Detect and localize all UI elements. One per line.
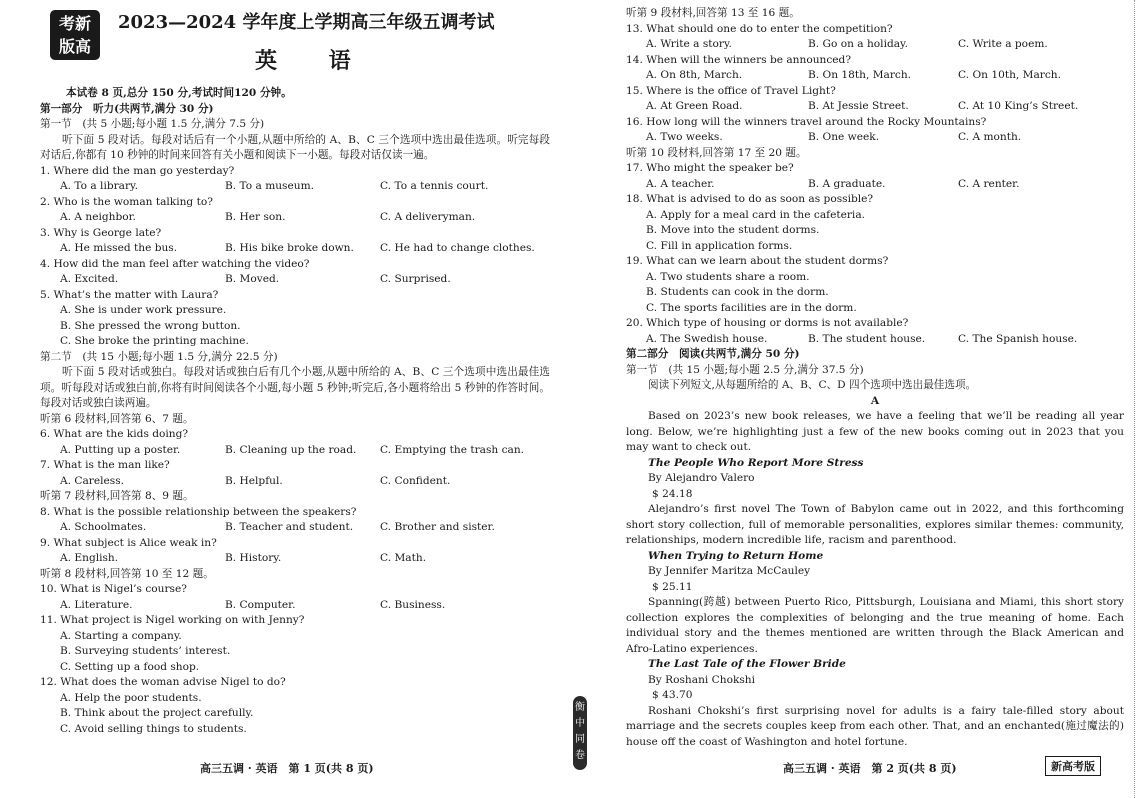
text-line: 听第 10 段材料,回答第 17 至 20 题。 (626, 146, 807, 159)
answer-options (40, 241, 550, 257)
text-line: 15. Where is the office of Travel Light? (626, 84, 836, 97)
answer-option: B. She pressed the wrong button. (60, 319, 241, 332)
seal-char: 中 (575, 718, 585, 729)
section-heading: 第一部分 听力(共两节,满分 30 分) (40, 102, 214, 115)
section-heading: 本试卷 8 页,总分 150 分,考试时间120 分钟。 (66, 87, 292, 99)
book-title: When Trying to Return Home (648, 549, 824, 562)
logo-text-line2: 版高 (58, 36, 91, 56)
answer-options (40, 520, 550, 536)
seal-char: 衡 (575, 702, 585, 713)
text-line: 14. When will the winners be announced? (626, 53, 852, 66)
answer-option: A. Two students share a room. (646, 270, 810, 283)
page-2-footer: 高三五调 · 英语 第 2 页(共 8 页) (783, 762, 957, 775)
text-line: 1. Where did the man go yesterday? (40, 164, 235, 177)
text-line: 听第 6 段材料,回答第 6、7 题。 (40, 412, 194, 425)
exam-title: 2023—2024 学年度上学期高三年级五调考试 (118, 12, 495, 33)
answer-option: A. Starting a company. (60, 629, 182, 642)
book-title: The People Who Report More Stress (648, 456, 864, 469)
text-line: 第二节 (共 15 小题;每小题 1.5 分,满分 22.5 分) (40, 350, 278, 363)
page-2-column (626, 6, 1124, 750)
answer-options (40, 551, 550, 567)
answer-options (40, 474, 550, 490)
option-a: A. English. (60, 552, 119, 564)
answer-option: A. She is under work pressure. (60, 304, 227, 316)
text-line: 2. Who is the woman talking to? (40, 195, 213, 208)
option-c: C. Confident. (380, 474, 451, 487)
book-title: The Last Tale of the Flower Bride (648, 658, 846, 670)
text-line: 12. What does the woman advise Nigel to do? (40, 676, 286, 688)
text-line: By Alejandro Valero (648, 472, 755, 484)
option-b: B. The student house. (808, 332, 926, 345)
option-b: B. A graduate. (808, 177, 886, 190)
option-a: A. A neighbor. (60, 211, 136, 223)
answer-option: A. Apply for a meal card in the cafeteria. (646, 208, 865, 221)
option-b: B. History. (225, 552, 282, 564)
text-line: 19. What can we learn about the student dorms? (626, 255, 889, 267)
option-c: C. A renter. (958, 177, 1020, 190)
text-line: 阅读下列短文,从每题所给的 A、B、C、D 四个选项中选出最佳选项。 (648, 379, 977, 391)
fold-divider (1134, 0, 1135, 798)
subject-title: 英 语 (255, 48, 373, 74)
answer-options (40, 179, 550, 195)
text-line: $ 43.70 (652, 689, 693, 701)
option-a: A. The Swedish house. (646, 332, 768, 345)
option-a: A. Putting up a poster. (60, 443, 181, 456)
option-c: C. Math. (380, 552, 427, 564)
option-b: B. Helpful. (225, 474, 283, 487)
option-c: C. Brother and sister. (380, 521, 495, 533)
answer-option: C. Fill in application forms. (646, 239, 793, 252)
option-b: B. On 18th, March. (808, 69, 912, 81)
section-heading: 第二部分 阅读(共两节,满分 50 分) (626, 348, 800, 360)
seal-char: 卷 (575, 750, 585, 761)
text-line: $ 24.18 (652, 487, 693, 500)
text-line: 17. Who might the speaker be? (626, 162, 794, 174)
option-a: A. He missed the bus. (60, 242, 178, 254)
answer-option: C. Avoid selling things to students. (60, 722, 247, 735)
option-c: C. A deliveryman. (380, 211, 476, 223)
option-a: A. A teacher. (646, 177, 715, 190)
logo-text-line1: 考新 (58, 13, 91, 33)
option-b: B. Her son. (225, 211, 286, 223)
option-c: C. To a tennis court. (380, 180, 489, 192)
answer-options (40, 210, 550, 226)
option-a: A. Write a story. (646, 38, 732, 50)
answer-options (626, 99, 1124, 115)
option-b: B. His bike broke down. (225, 242, 354, 254)
text-line: By Roshani Chokshi (648, 673, 756, 686)
option-a: A. Excited. (60, 273, 119, 285)
text-line: By Jennifer Maritza McCauley (648, 565, 811, 577)
answer-options (40, 272, 550, 288)
option-a: A. Careless. (60, 474, 125, 487)
option-b: B. Computer. (225, 598, 296, 611)
paragraph: 听下面 5 段对话或独白。每段对话或独白后有几个小题,从题中所给的 A、B、C 三个选项中选出最佳选项。听每段对话或独白前,你将有时间阅读各个小题,每小题 5 秒钟;听完后,各小题将给出 5 秒钟的作答时间。每段对话或独白读两遍。 (40, 366, 550, 409)
text-line: 听第 9 段材料,回答第 13 至 16 题。 (626, 7, 800, 19)
option-c: C. On 10th, March. (958, 69, 1061, 81)
text-line: 10. What is Nigel’s course? (40, 583, 187, 595)
option-c: C. Business. (380, 598, 446, 611)
answer-options (40, 598, 550, 614)
answer-option: C. Setting up a food shop. (60, 660, 200, 673)
text-line: 5. What’s the matter with Laura? (40, 288, 219, 301)
seal-char: 同 (575, 734, 585, 745)
paragraph: Based on 2023’s new book releases, we have a feeling that we’ll be reading all year long. Below, we’re highlighting just a few of the new books coming out in 2023 that you may want to check out. (626, 410, 1124, 453)
option-c: C. Surprised. (380, 273, 451, 285)
passage-label: A (870, 394, 880, 407)
option-b: B. Moved. (225, 273, 280, 285)
text-line: 9. What subject is Alice weak in? (40, 536, 217, 549)
option-b: B. At Jessie Street. (808, 100, 909, 112)
answer-option: B. Think about the project carefully. (60, 707, 254, 719)
answer-options (626, 68, 1124, 84)
option-a: A. Schoolmates. (60, 521, 147, 533)
option-c: C. Write a poem. (958, 38, 1048, 50)
answer-option: A. Help the poor students. (60, 691, 202, 704)
option-b: B. Teacher and student. (225, 521, 354, 533)
page-1-footer: 高三五调 · 英语 第 1 页(共 8 页) (200, 762, 374, 775)
text-line: 第一节 (共 15 小题;每小题 2.5 分,满分 37.5 分) (626, 363, 864, 376)
option-c: C. The Spanish house. (958, 332, 1078, 345)
paragraph: Spanning(跨越) between Puerto Rico, Pittsburgh, Louisiana and Miami, this short story collection explores the complexities of belonging and the true meaning of home. Each individual story and the themes mentioned are written through the Black American and Afro-Latino experiences. (626, 596, 1124, 655)
text-line: 3. Why is George late? (40, 226, 162, 239)
answer-option: C. She broke the printing machine. (60, 335, 249, 347)
text-line: 听第 7 段材料,回答第 8、9 题。 (40, 490, 194, 502)
page-1-column (40, 86, 550, 737)
seal-mark (573, 696, 587, 770)
answer-options (626, 37, 1124, 53)
answer-option: B. Surveying students’ interest. (60, 645, 231, 657)
option-a: A. Two weeks. (646, 131, 723, 143)
text-line: 第一节 (共 5 小题;每小题 1.5 分,满分 7.5 分) (40, 118, 265, 130)
paragraph: Alejandro’s first novel The Town of Babylon came out in 2022, and this forthcoming short story collection, full of memorable personalities, explores similar themes: community, relationships, modern incredible life, racism and parenthood. (626, 503, 1124, 546)
text-line: 6. What are the kids doing? (40, 428, 189, 440)
text-line: 13. What should one do to enter the competition? (626, 22, 893, 35)
paragraph: 听下面 5 段对话。每段对话后有一个小题,从题中所给的 A、B、C 三个选项中选出最佳选项。听完每段对话后,你都有 10 秒钟的时间来回答有关小题和阅读下一小题。每段对话仅读一遍。 (40, 133, 550, 161)
text-line: $ 25.11 (652, 580, 693, 593)
option-a: A. To a library. (60, 180, 139, 192)
option-b: B. Cleaning up the road. (225, 443, 357, 456)
answer-option: C. The sports facilities are in the dorm. (646, 301, 857, 314)
text-line: 20. Which type of housing or dorms is not available? (626, 317, 909, 329)
option-a: A. At Green Road. (646, 100, 743, 112)
answer-option: B. Students can cook in the dorm. (646, 286, 829, 298)
answer-options (626, 177, 1124, 193)
edition-stamp: 新高考版 (1045, 756, 1101, 776)
text-line: 7. What is the man like? (40, 459, 170, 471)
answer-options (626, 332, 1124, 348)
text-line: 16. How long will the winners travel around the Rocky Mountains? (626, 115, 987, 128)
option-c: C. He had to change clothes. (380, 242, 535, 254)
option-b: B. One week. (808, 131, 880, 143)
text-line: 8. What is the possible relationship between the speakers? (40, 505, 357, 518)
option-a: A. On 8th, March. (646, 69, 743, 81)
text-line: 11. What project is Nigel working on with Jenny? (40, 614, 305, 626)
answer-options (40, 443, 550, 459)
answer-options (626, 130, 1124, 146)
text-line: 18. What is advised to do as soon as possible? (626, 193, 874, 205)
text-line: 听第 8 段材料,回答第 10 至 12 题。 (40, 567, 214, 580)
paragraph: Roshani Chokshi’s first surprising novel for adults is a fairy tale-filled story about marriage and the secrets couples keep from each other. That, and an enchanted(施过魔法的) house off the coast of Washington and hotel fortune. (626, 704, 1124, 748)
option-a: A. Literature. (60, 598, 133, 611)
answer-option: B. Move into the student dorms. (646, 224, 820, 236)
option-b: B. Go on a holiday. (808, 38, 908, 50)
option-c: C. A month. (958, 131, 1022, 143)
text-line: 4. How did the man feel after watching the video? (40, 257, 310, 270)
option-b: B. To a museum. (225, 180, 315, 192)
option-c: C. Emptying the trash can. (380, 443, 525, 456)
publisher-logo (50, 10, 100, 60)
option-c: C. At 10 King’s Street. (958, 100, 1079, 112)
